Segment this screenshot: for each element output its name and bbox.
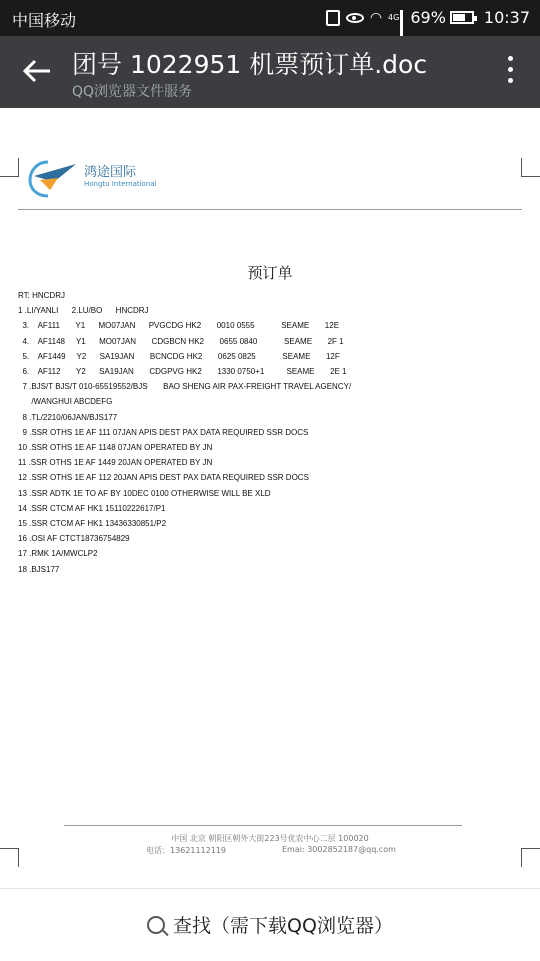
logo-text-en: Hongtu International [84, 180, 157, 188]
eye-comfort-icon [346, 13, 364, 23]
record-line: 5. AF1449 Y2 SA19JAN BCNCDG HK2 0625 0825 SEAME 12F [18, 351, 340, 361]
record-line: 13 .SSR ADTK 1E TO AF BY 10DEC 0100 OTHERWISE WILL BE XLD [18, 488, 271, 498]
more-vertical-icon[interactable] [504, 56, 516, 88]
status-icons [326, 8, 530, 27]
document-heading: 预订单 [247, 264, 293, 282]
logo-text-cn: 鸿途国际 [84, 165, 137, 180]
record-line: 12 .SSR OTHS 1E AF 112 20JAN APIS DEST PAX DATA REQUIRED SSR DOCS [18, 473, 309, 483]
crop-mark [521, 848, 540, 867]
vibrate-icon [326, 10, 340, 26]
battery-icon [450, 11, 474, 24]
status-bar [0, 0, 540, 36]
record-line: 14 .SSR CTCM AF HK1 15110222617/P1 [18, 503, 166, 513]
footer-address: 中国 北京 朝阳区朝外大街223号优农中心二层 100020 [171, 834, 369, 843]
crop-mark [0, 158, 19, 177]
record-line: 6. AF112 Y2 SA19JAN CDGPVG HK2 1330 0750+1 SEAME 2E 1 [18, 367, 347, 377]
logo-plane-icon [28, 156, 80, 198]
record-line: 3. AF111 Y1 MO07JAN PVGCDG HK2 0010 0555 SEAME 12E [18, 321, 340, 331]
header-divider [18, 209, 522, 210]
record-line: 8 .TL/2210/06JAN/BJS177 [18, 412, 118, 422]
footer-email: Emai: 3002852187@qq.com [282, 845, 396, 854]
footer-divider [64, 825, 462, 826]
find-button[interactable] [0, 911, 540, 938]
arrow-left-icon[interactable] [20, 54, 54, 88]
signal-icon [400, 10, 404, 26]
record-line: 16 .OSI AF CTCT18736754829 [18, 534, 130, 544]
record-line: /WANGHUI ABCDEFG [18, 397, 113, 407]
clock: 10:37 [483, 8, 530, 27]
record-line: 1 .LI/YANLI 2.LU/BO HNCDRJ [18, 306, 149, 316]
record-line: RT: HNCDRJ [18, 291, 65, 300]
record-line: 10 .SSR OTHS 1E AF 1148 07JAN OPERATED BY JN [18, 443, 213, 453]
file-title: 团号 1022951 机票预订单.doc [72, 50, 428, 79]
battery-percent: 69% [410, 8, 446, 27]
bottom-bar [0, 888, 540, 961]
record-line: 7 .BJS/T BJS/T 010-65519552/BJS BAO SHENG AIR PAX-FREIGHT TRAVEL AGENCY/ [18, 382, 352, 392]
search-icon [147, 916, 165, 934]
record-line: 15 .SSR CTCM AF HK1 13436330851/P2 [18, 519, 167, 529]
record-line: 4. AF1148 Y1 MO07JAN CDGBCN HK2 0655 0840 SEAME 2F 1 [18, 336, 344, 346]
crop-mark [521, 158, 540, 177]
record-line: 17 .RMK 1A/MWCLP2 [18, 549, 98, 559]
booking-record [18, 288, 351, 577]
find-label: 查找（需下载QQ浏览器） [173, 915, 393, 937]
app-bar [0, 36, 540, 108]
record-line: 18 .BJS177 [18, 564, 60, 574]
record-line: 9 .SSR OTHS 1E AF 111 07JAN APIS DEST PAX DATA REQUIRED SSR DOCS [18, 427, 309, 437]
carrier-name: 中国移动 [12, 11, 77, 30]
company-logo [28, 156, 178, 200]
footer-phone: 电话：13621112119 [146, 846, 226, 855]
wifi-icon: ◠ [369, 9, 383, 26]
file-subtitle: QQ浏览器文件服务 [72, 84, 193, 100]
crop-mark [0, 848, 19, 867]
document-view[interactable] [0, 108, 540, 888]
network-type: 4G [388, 13, 400, 22]
record-line: 11 .SSR OTHS 1E AF 1449 20JAN OPERATED BY JN [18, 458, 213, 468]
